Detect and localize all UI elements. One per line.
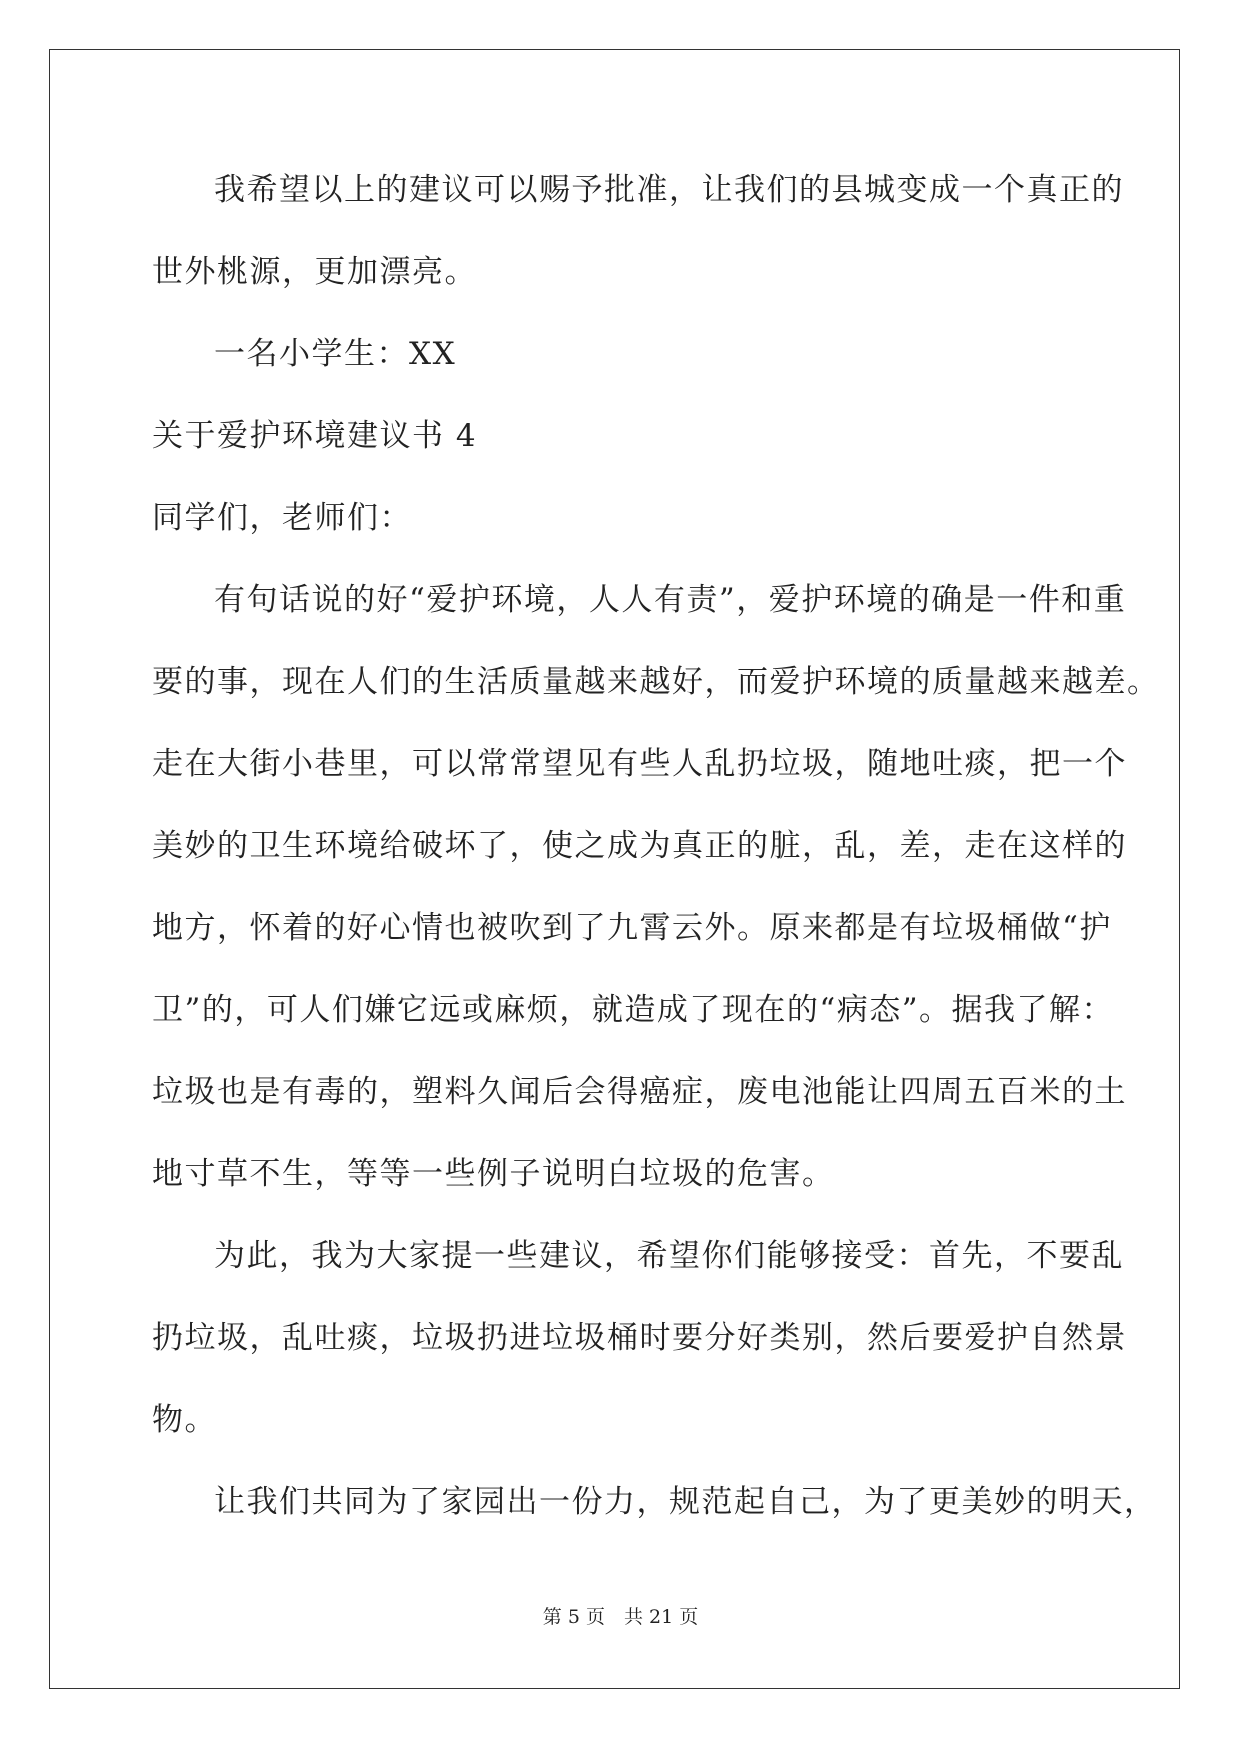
paragraph-line: 我希望以上的建议可以赐予批准，让我们的县城变成一个真正的 [214,172,1124,208]
paragraph-line: 美妙的卫生环境给破坏了，使之成为真正的脏，乱，差，走在这样的 [152,828,1127,864]
paragraph-line: 让我们共同为了家园出一份力，规范起自己，为了更美妙的明天， [214,1484,1157,1520]
paragraph-line: 垃圾也是有毒的，塑料久闻后会得癌症，废电池能让四周五百米的土 [152,1074,1127,1110]
paragraph-line: 地方，怀着的好心情也被吹到了九霄云外。原来都是有垃圾桶做“护 [152,910,1112,946]
signature-line: 一名小学生：XX [214,336,457,372]
paragraph-line: 要的事，现在人们的生活质量越来越好，而爱护环境的质量越来越差。 [152,664,1160,700]
paragraph-line: 有句话说的好“爱护环境，人人有责”，爱护环境的确是一件和重 [214,582,1127,618]
paragraph-line: 地寸草不生，等等一些例子说明白垃圾的危害。 [152,1156,835,1192]
paragraph-line: 扔垃圾，乱吐痰，垃圾扔进垃圾桶时要分好类别，然后要爱护自然景 [152,1320,1127,1356]
paragraph-line: 卫”的，可人们嫌它远或麻烦，就造成了现在的“病态”。据我了解： [152,992,1115,1028]
paragraph-line: 走在大街小巷里，可以常常望见有些人乱扔垃圾，随地吐痰，把一个 [152,746,1127,782]
page-number-footer: 第 5 页 共 21 页 [542,1606,699,1628]
section-heading: 关于爱护环境建议书 4 [152,418,478,454]
paragraph-line: 物。 [152,1402,217,1438]
salutation: 同学们，老师们： [152,500,412,536]
paragraph-line: 世外桃源，更加漂亮。 [152,254,477,290]
document-body [152,158,1160,1552]
paragraph-line: 为此，我为大家提一些建议，希望你们能够接受：首先，不要乱 [214,1238,1124,1274]
